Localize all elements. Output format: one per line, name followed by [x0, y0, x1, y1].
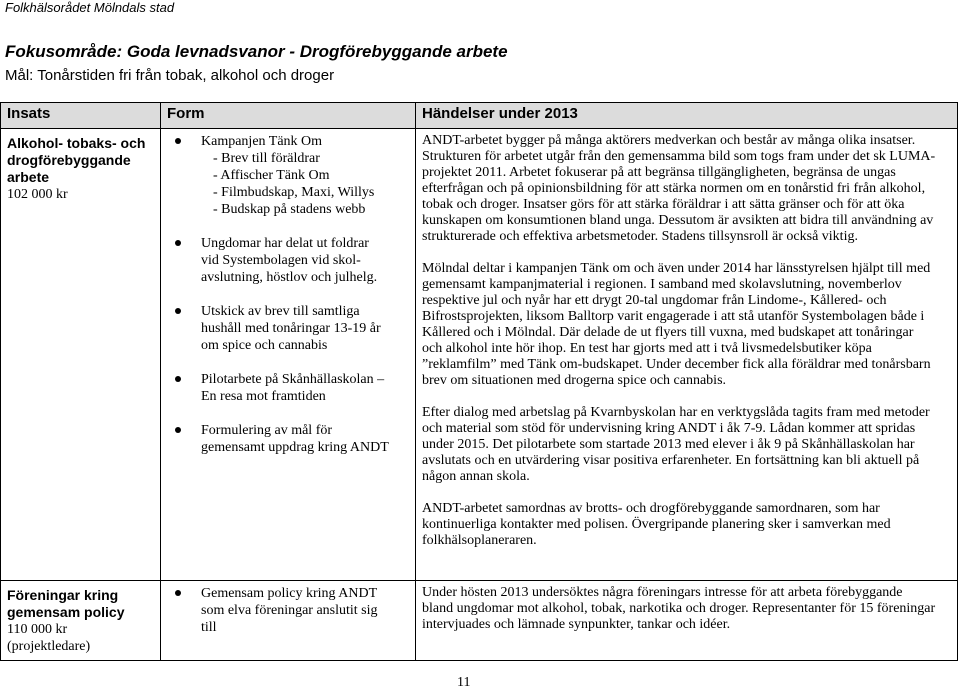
paragraph-line: projektet 2011. Arbetet fokuserar på att begränsa tillgängligheten, begränsa de ungas — [422, 165, 896, 180]
paragraph-line: kunskapen om konsumtionen bland unga. Dessutom är avsikten att bidra till användning av — [422, 213, 934, 228]
insats-title-line: Alkohol- tobaks- och — [7, 135, 146, 151]
insats-title — [7, 135, 156, 186]
bullet-line: Formulering av mål för — [201, 423, 333, 438]
events-cell — [416, 129, 958, 581]
paragraph-line: intervjuades och lämnade synpunkter, tankar och idéer. — [422, 617, 731, 632]
paragraph-line: och material som stöd för undervisning kring ANDT i åk 7-9. Lådan kommer att spridas — [422, 421, 916, 436]
organization-name: Folkhälsorådet Mölndals stad — [5, 0, 175, 15]
events-paragraph — [422, 405, 951, 485]
paragraph-line: gemensamt kampanjmaterial i regionen. I samband med skolavslutning, novemberlov — [422, 277, 902, 292]
bullet-line: gemensamt uppdrag kring ANDT — [201, 440, 389, 455]
events-cell — [416, 581, 958, 661]
budget-note: (projektledare) — [7, 639, 91, 654]
list-item — [165, 422, 411, 456]
list-item — [165, 585, 411, 636]
paragraph-line: tobak och droger. Insatser görs för att stärka föräldrar i att sätta gränser och för att öka — [422, 197, 905, 212]
bullet-line: om spice och cannabis — [201, 338, 328, 353]
bullet-line: Ungdomar har delat ut foldrar — [201, 236, 369, 251]
paragraph-line: Kållered och i Mölndal. Där delade de ut flyers till vuxna, med budskapet att tonåringar — [422, 325, 914, 340]
paragraph-line: efterfrågan och på opinionsbildning för att stärka normen om en tonårstid fri från alkohol, — [422, 181, 926, 196]
insats-title-line: gemensam policy — [7, 604, 125, 620]
bullet-line: - Budskap på stadens webb — [213, 202, 366, 217]
insats-cell — [1, 581, 161, 661]
insats-title-line: arbete — [7, 169, 50, 185]
paragraph-line: Efter dialog med arbetslag på Kvarnbyskolan har en verktygslåda tagits fram med metoder — [422, 405, 930, 420]
paragraph-line: ”reklamfilm” med Tänk om-budskapet. Under december fick alla föräldrar med tonårsbarn — [422, 357, 931, 372]
form-cell — [161, 129, 416, 581]
bullet-icon — [175, 590, 181, 596]
bullet-line: som elva föreningar anslutit sig — [201, 603, 378, 618]
bullet-line: Gemensam policy kring ANDT — [201, 586, 378, 601]
bullet-line: till — [201, 620, 217, 635]
events-paragraph — [422, 133, 951, 245]
form-cell — [161, 581, 416, 661]
bullet-line: En resa mot framtiden — [201, 389, 326, 404]
table-row — [1, 581, 958, 661]
bullet-line: - Filmbudskap, Maxi, Willys — [213, 185, 375, 200]
budget-amount: 102 000 kr — [7, 187, 68, 202]
form-bullet-list — [165, 585, 411, 636]
paragraph-line: Under hösten 2013 undersöktes några föreningars intresse för att arbeta förebyggande — [422, 585, 903, 600]
form-bullet-list — [165, 133, 411, 456]
paragraph-line: någon annan skola. — [422, 469, 530, 484]
paragraph-line: kontinuerliga kontakter med polisen. Övergripande planering sker i samverkan med — [422, 517, 891, 532]
paragraph-line: och alkohol inte hör ihop. En test har gjorts med att i två livsmedelsbutiker köpa — [422, 341, 872, 356]
paragraph-line: avslutats och en utvärdering visar positiva erfarenheter. En fortsättning kan bli aktuell på — [422, 453, 920, 468]
list-item — [165, 303, 411, 354]
events-paragraph — [422, 261, 951, 389]
paragraph-line: under 2015. Det pilotarbete som startade 2013 med elever i åk 9 på Skånhällaskolan har — [422, 437, 915, 452]
bullet-icon — [175, 138, 181, 144]
bullet-icon — [175, 376, 181, 382]
insats-title-line: drogförebyggande — [7, 152, 131, 168]
bullet-line: avslutning, höstlov och julhelg. — [201, 270, 378, 285]
paragraph-line: bland ungdomar mot alkohol, tobak, narkotika och droger. Representanter för 15 föreningar — [422, 601, 936, 616]
insats-title — [7, 587, 156, 621]
list-item — [165, 235, 411, 286]
bullet-line: hushåll med tonåringar 13-19 år — [201, 321, 381, 336]
goal-subtitle: Mål: Tonårstiden fri från tobak, alkohol och droger — [5, 67, 335, 84]
table-row — [1, 129, 958, 581]
insats-title-line: Föreningar kring — [7, 587, 119, 603]
header-insats: Insats — [1, 103, 161, 129]
paragraph-line: strukturerade och effektiva arbetsmetoder. Stadens tillsynsroll är också viktig. — [422, 229, 858, 244]
table-header-row — [1, 103, 958, 129]
bullet-line: - Affischer Tänk Om — [213, 168, 330, 183]
page-number: 11 — [457, 675, 471, 690]
activities-table — [0, 102, 958, 661]
paragraph-line: respektive jul och nyår har ett drygt 20-tal ungdomar från Lindome-, Kållered- och — [422, 293, 887, 308]
paragraph-line: ANDT-arbetet bygger på många aktörers medverkan och består av många olika insatser. — [422, 133, 916, 148]
bullet-line: Utskick av brev till samtliga — [201, 304, 360, 319]
paragraph-line: Mölndal deltar i kampanjen Tänk om och även under 2014 har länsstyrelsen hjälpt till med — [422, 261, 931, 276]
bullet-icon — [175, 427, 181, 433]
header-form: Form — [161, 103, 416, 129]
header-handelser: Händelser under 2013 — [416, 103, 958, 129]
paragraph-line: folkhälsoplaneraren. — [422, 533, 537, 548]
list-item — [165, 133, 411, 218]
bullet-line: - Brev till föräldrar — [213, 151, 320, 166]
events-paragraph — [422, 585, 951, 633]
insats-cell — [1, 129, 161, 581]
paragraph-line: Strukturen för arbetet utgår från den gemensamma bild som togs fram under det sk LUMA- — [422, 149, 936, 164]
bullet-icon — [175, 240, 181, 246]
bullet-line: vid Systembolagen vid skol- — [201, 253, 361, 268]
paragraph-line: ANDT-arbetet samordnas av brotts- och drogförebyggande samordnaren, som har — [422, 501, 880, 516]
bullet-line: Kampanjen Tänk Om — [201, 134, 323, 149]
paragraph-line: Bifrostsprojekten, liksom Balltorp varit engagerade i att stå utanför Systembolagen både i — [422, 309, 925, 324]
bullet-line: Pilotarbete på Skånhällaskolan – — [201, 372, 385, 387]
budget-amount: 110 000 kr — [7, 622, 68, 637]
list-item — [165, 371, 411, 405]
bullet-icon — [175, 308, 181, 314]
paragraph-line: brev om situationen med drogerna spice och cannabis. — [422, 373, 727, 388]
page-title: Fokusområde: Goda levnadsvanor - Drogförebyggande arbete — [5, 42, 508, 61]
events-paragraph — [422, 501, 951, 549]
